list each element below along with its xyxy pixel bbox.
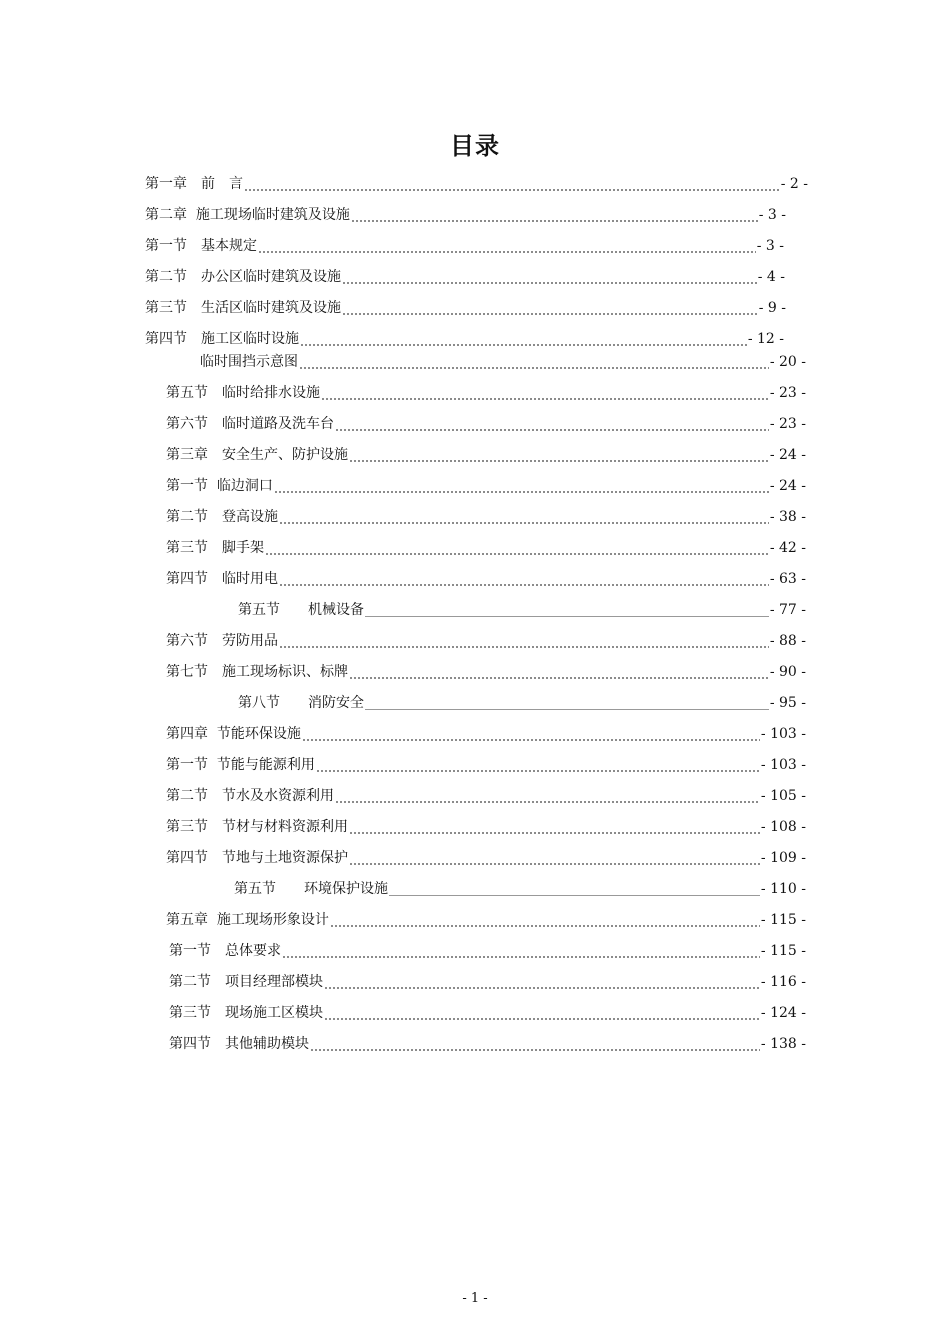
toc-entry-label: 第四章 节能环保设施 [166,726,301,742]
dot-leader [302,723,760,745]
toc-entry-label: 第四节 施工区临时设施 [145,331,299,347]
toc-entry-page: - 20 - [769,354,806,370]
toc-entry-page: - 95 - [769,695,806,711]
toc-entry[interactable] [166,909,806,931]
toc-entry-page: - 108 - [760,819,806,835]
toc-entry[interactable] [145,328,784,350]
toc-entry-label: 第五节 临时给排水设施 [166,385,320,401]
dot-leader [349,661,769,683]
toc-entry-page: - 90 - [769,664,806,680]
toc-entry[interactable] [145,266,785,288]
dot-leader [342,266,757,288]
toc-entry[interactable] [166,568,806,590]
dot-leader [279,630,769,652]
toc-entry-page: - 103 - [760,757,806,773]
page-number-footer: - 1 - [462,1291,488,1306]
toc-entry-page: - 124 - [760,1005,806,1021]
toc-entry[interactable] [238,692,806,714]
toc-entry-label: 第三节 节材与材料资源利用 [166,819,348,835]
toc-entry-page: - 138 - [760,1036,806,1052]
toc-entry-label: 第一章 前 言 [145,176,243,192]
toc-entry-page: - 109 - [760,850,806,866]
dot-leader [310,1033,760,1055]
dot-leader [274,475,769,497]
dot-leader [282,940,760,962]
toc-entry[interactable] [169,1002,806,1024]
dot-leader [335,785,760,807]
document-title: 目录 [450,132,500,160]
toc-entry[interactable] [166,785,806,807]
dot-leader [265,537,769,559]
toc-entry[interactable] [169,971,806,993]
toc-entry-label: 第六节 劳防用品 [166,633,278,649]
toc-entry-page: - 2 - [780,176,808,192]
dot-leader [279,568,769,590]
toc-entry-label: 第一节 基本规定 [145,238,257,254]
toc-entry-label: 第五节 机械设备 [238,602,364,618]
toc-entry-page: - 4 - [757,269,785,285]
toc-entry[interactable] [166,847,806,869]
toc-entry-label: 第一节 临边洞口 [166,478,273,494]
toc-entry-page: - 23 - [769,416,806,432]
toc-entry-page: - 77 - [769,602,806,618]
toc-entry-page: - 115 - [760,912,806,928]
toc-entry-page: - 42 - [769,540,806,556]
toc-entry-label: 第三章 安全生产、防护设施 [166,447,348,463]
toc-entry-page: - 12 - [747,331,784,347]
dot-leader [324,1002,760,1024]
toc-entry[interactable] [166,630,806,652]
toc-entry[interactable] [166,723,806,745]
dot-leader [299,351,769,373]
toc-entry-label: 第七节 施工现场标识、标牌 [166,664,348,680]
toc-entry[interactable] [238,599,806,621]
toc-entry[interactable] [166,475,806,497]
toc-entry-page: - 110 - [760,881,806,897]
dot-leader [279,506,769,528]
toc-entry[interactable] [166,661,806,683]
toc-entry[interactable] [166,444,806,466]
toc-entry-label: 第五章 施工现场形象设计 [166,912,329,928]
toc-entry-page: - 105 - [760,788,806,804]
toc-entry-label: 第一节 节能与能源利用 [166,757,315,773]
toc-entry-page: - 63 - [769,571,806,587]
toc-entry[interactable] [169,1033,806,1055]
toc-entry[interactable] [166,413,806,435]
toc-entry-page: - 9 - [758,300,786,316]
toc-entry-label: 第三节 脚手架 [166,540,264,556]
dot-leader [335,413,769,435]
dot-leader [349,816,760,838]
dot-leader [365,692,769,714]
dot-leader [389,878,760,900]
toc-entry[interactable] [145,204,786,226]
toc-entry-label: 第八节 消防安全 [238,695,364,711]
dot-leader [300,328,747,350]
toc-entry-page: - 38 - [769,509,806,525]
toc-entry-page: - 116 - [760,974,806,990]
toc-entry-label: 第一节 总体要求 [169,943,281,959]
dot-leader [330,909,760,931]
toc-entry-page: - 23 - [769,385,806,401]
toc-entry-label: 第二节 登高设施 [166,509,278,525]
dot-leader [324,971,760,993]
toc-entry-label: 第四节 其他辅助模块 [169,1036,309,1052]
toc-entry-label: 第二章 施工现场临时建筑及设施 [145,207,350,223]
dot-leader [321,382,769,404]
toc-entry-page: - 115 - [760,943,806,959]
toc-entry-label: 第三节 现场施工区模块 [169,1005,323,1021]
dot-leader [351,204,758,226]
dot-leader [316,754,760,776]
toc-entry-label: 临时围挡示意图 [200,354,298,370]
toc-entry-page: - 3 - [756,238,784,254]
toc-entry-label: 第六节 临时道路及洗车台 [166,416,334,432]
toc-entry-label: 第三节 生活区临时建筑及设施 [145,300,341,316]
toc-entry-page: - 103 - [760,726,806,742]
toc-entry-page: - 88 - [769,633,806,649]
toc-entry-page: - 24 - [769,447,806,463]
toc-entry[interactable] [145,235,784,257]
toc-entry[interactable] [166,816,806,838]
toc-entry[interactable] [166,382,806,404]
toc-entry-page: - 24 - [769,478,806,494]
toc-entry[interactable] [166,537,806,559]
toc-entry-label: 第四节 临时用电 [166,571,278,587]
dot-leader [349,444,769,466]
toc-entry[interactable] [200,351,806,373]
toc-entry[interactable] [166,754,806,776]
toc-entry[interactable] [234,878,806,900]
toc-entry-label: 第二节 节水及水资源利用 [166,788,334,804]
toc-entry-page: - 3 - [758,207,786,223]
toc-entry-label: 第四节 节地与土地资源保护 [166,850,348,866]
dot-leader [365,599,769,621]
toc-entry[interactable] [166,506,806,528]
dot-leader [244,173,780,195]
toc-entry[interactable] [145,173,808,195]
dot-leader [342,297,758,319]
toc-entry[interactable] [145,297,786,319]
toc-entry-label: 第五节 环境保护设施 [234,881,388,897]
dot-leader [258,235,756,257]
dot-leader [349,847,760,869]
toc-entry-label: 第二节 项目经理部模块 [169,974,323,990]
toc-entry-label: 第二节 办公区临时建筑及设施 [145,269,341,285]
toc-entry[interactable] [169,940,806,962]
